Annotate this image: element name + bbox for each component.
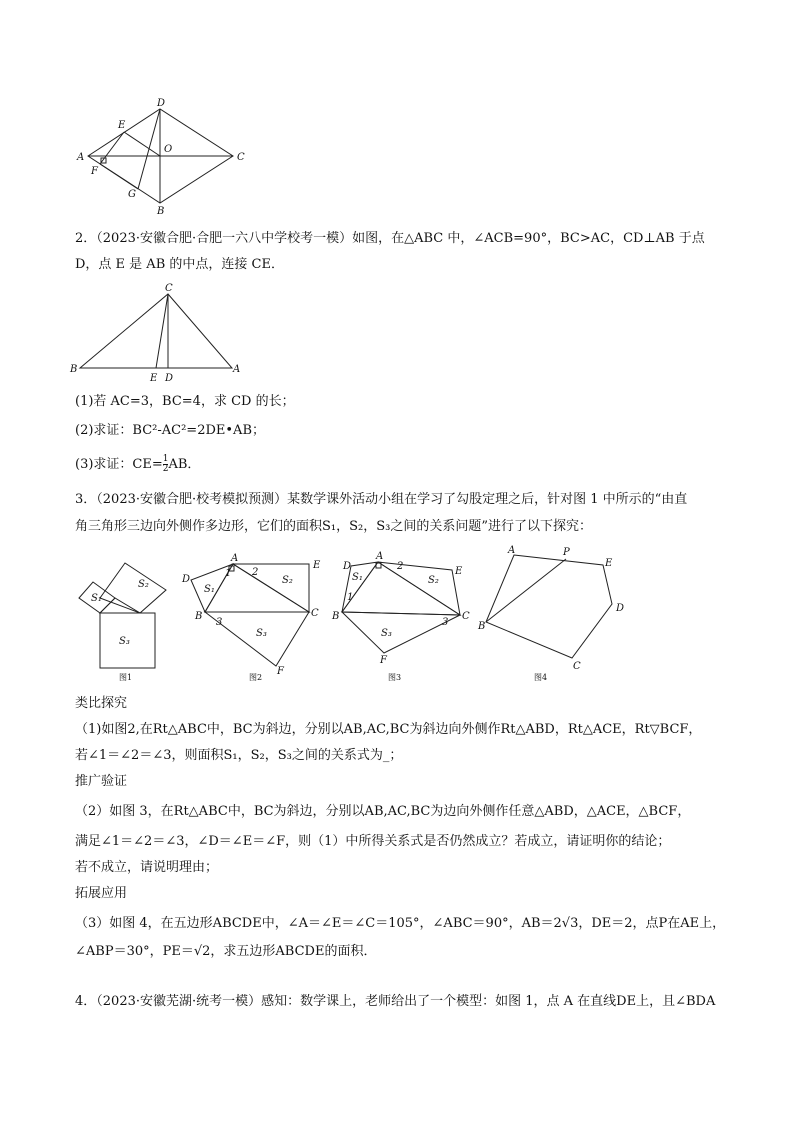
fig2-n1: 1 <box>225 568 232 579</box>
label-C: C <box>237 152 245 163</box>
label-G: G <box>128 189 136 200</box>
fig2-D: D <box>182 574 191 585</box>
q3-part3-line2: ∠ABP＝30°，PE＝√2，求五边形ABCDE的面积． <box>75 944 377 959</box>
fig2-E: E <box>313 560 321 571</box>
fig3-n3: 3 <box>442 617 449 628</box>
fig1-s3: S₃ <box>119 636 130 647</box>
fig3-F: F <box>380 655 387 666</box>
label-C: C <box>165 283 173 294</box>
fig4-P: P <box>563 547 570 558</box>
fig1-s2: S₂ <box>138 579 149 590</box>
fraction-denominator: 2 <box>162 464 169 474</box>
fig2-s1: S₁ <box>204 584 215 595</box>
fig3-A: A <box>376 551 384 562</box>
q2-stem-line1: 2．（2023·安徽合肥·合肥一六八中学校考一模）如图，在△ABC 中，∠ACB=90°，BC>AC，CD⊥AB 于点 <box>75 231 705 246</box>
label-B: B <box>70 364 78 375</box>
fig2-C: C <box>311 608 319 619</box>
fig2-F: F <box>277 666 284 677</box>
fig3-s1: S₁ <box>352 572 363 583</box>
fig2-B: B <box>195 611 203 622</box>
fraction-numerator: 1 <box>162 454 169 464</box>
q2-stem-line2: D，点 E 是 AB 的中点，连接 CE． <box>75 257 284 272</box>
fig2-n3: 3 <box>216 617 223 628</box>
label-D: D <box>165 373 174 384</box>
fig1-s1: S₁ <box>91 593 102 604</box>
label-E: E <box>118 120 126 131</box>
label-O: O <box>164 144 173 155</box>
q3-part1-line1: （1)如图2,在Rt△ABC中，BC为斜边，分别以AB,AC,BC为斜边向外侧作Rt△ABD，Rt△ACE，Rt▽BCF， <box>75 722 702 737</box>
q2-part1: (1)若 AC=3，BC=4，求 CD 的长； <box>75 394 295 409</box>
label-D: D <box>157 98 166 109</box>
figure-1 <box>79 563 166 682</box>
label-F: F <box>91 166 98 177</box>
label-E: E <box>150 373 158 384</box>
fig2-A: A <box>231 553 239 564</box>
fig3-n1: 1 <box>347 592 354 603</box>
fig3-E: E <box>455 566 463 577</box>
q4-stem-line1: 4．（2023·安徽芜湖·统考一模）感知：数学课上，老师给出了一个模型：如图 1，点 A 在直线DE上，且∠BDA <box>75 994 716 1009</box>
fig3-C: C <box>462 611 470 622</box>
label-A: A <box>233 364 241 375</box>
figure-4 <box>477 545 624 682</box>
q3-stem-line2: 角三角形三边向外侧作多边形，它们的面积S₁，S₂，S₃之间的关系问题”进行了以下探究： <box>75 519 592 534</box>
fig4-C: C <box>573 661 581 672</box>
fig3-n2: 2 <box>397 561 404 572</box>
figure-2 <box>181 553 321 682</box>
figure-3 <box>331 551 470 682</box>
fig3-caption: 图3 <box>388 673 402 682</box>
fig4-D: D <box>616 603 625 614</box>
q2-part2: (2)求证：BC²-AC²=2DE•AB； <box>75 423 265 438</box>
fig4-B: B <box>478 621 486 632</box>
q3-heading-extend: 拓展应用 <box>75 886 128 901</box>
fig3-s2: S₂ <box>428 575 439 586</box>
fig4-E: E <box>605 558 613 569</box>
label-B: B <box>157 206 165 217</box>
fig3-s3: S₃ <box>381 628 392 639</box>
label-A: A <box>77 152 85 163</box>
fig3-D: D <box>343 561 352 572</box>
q2-part3-tail: AB． <box>168 457 201 472</box>
fig2-s2: S₂ <box>282 575 293 586</box>
q2-part3-text: (3)求证：CE= <box>75 457 163 472</box>
fig1-caption: 图1 <box>119 673 133 682</box>
q3-part2-line1: （2）如图 3，在Rt△ABC中，BC为斜边，分别以AB,AC,BC为边向外侧作任意△ABD，△ACE，△BCF， <box>75 804 691 819</box>
q3-part1-line2: 若∠1＝∠2＝∠3，则面积S₁，S₂，S₃之间的关系式为_； <box>75 748 403 763</box>
q3-part2-line2: 满足∠1＝∠2＝∠3，∠D＝∠E＝∠F，则（1）中所得关系式是否仍然成立？若成立，请证明你的结论； <box>75 834 671 849</box>
q3-heading-analogy: 类比探究 <box>75 696 128 711</box>
fig4-caption: 图4 <box>534 673 548 682</box>
q3-stem-line1: 3．（2023·安徽合肥·校考模拟预测）某数学课外活动小组在学习了勾股定理之后，针对图 1 中所示的“由直 <box>75 492 688 507</box>
fig4-A: A <box>508 545 516 556</box>
fig2-caption: 图2 <box>249 673 263 682</box>
q3-part3-line1: （3）如图 4，在五边形ABCDE中，∠A＝∠E＝∠C＝105°，∠ABC＝90°，AB＝2√3，DE＝2，点P在AE上， <box>75 916 726 931</box>
q3-heading-verify: 推广验证 <box>75 774 128 789</box>
fig2-s3: S₃ <box>256 628 267 639</box>
q3-part2-line3: 若不成立，请说明理由； <box>75 860 219 875</box>
fig2-n2: 2 <box>252 567 259 578</box>
fig3-B: B <box>332 611 340 622</box>
